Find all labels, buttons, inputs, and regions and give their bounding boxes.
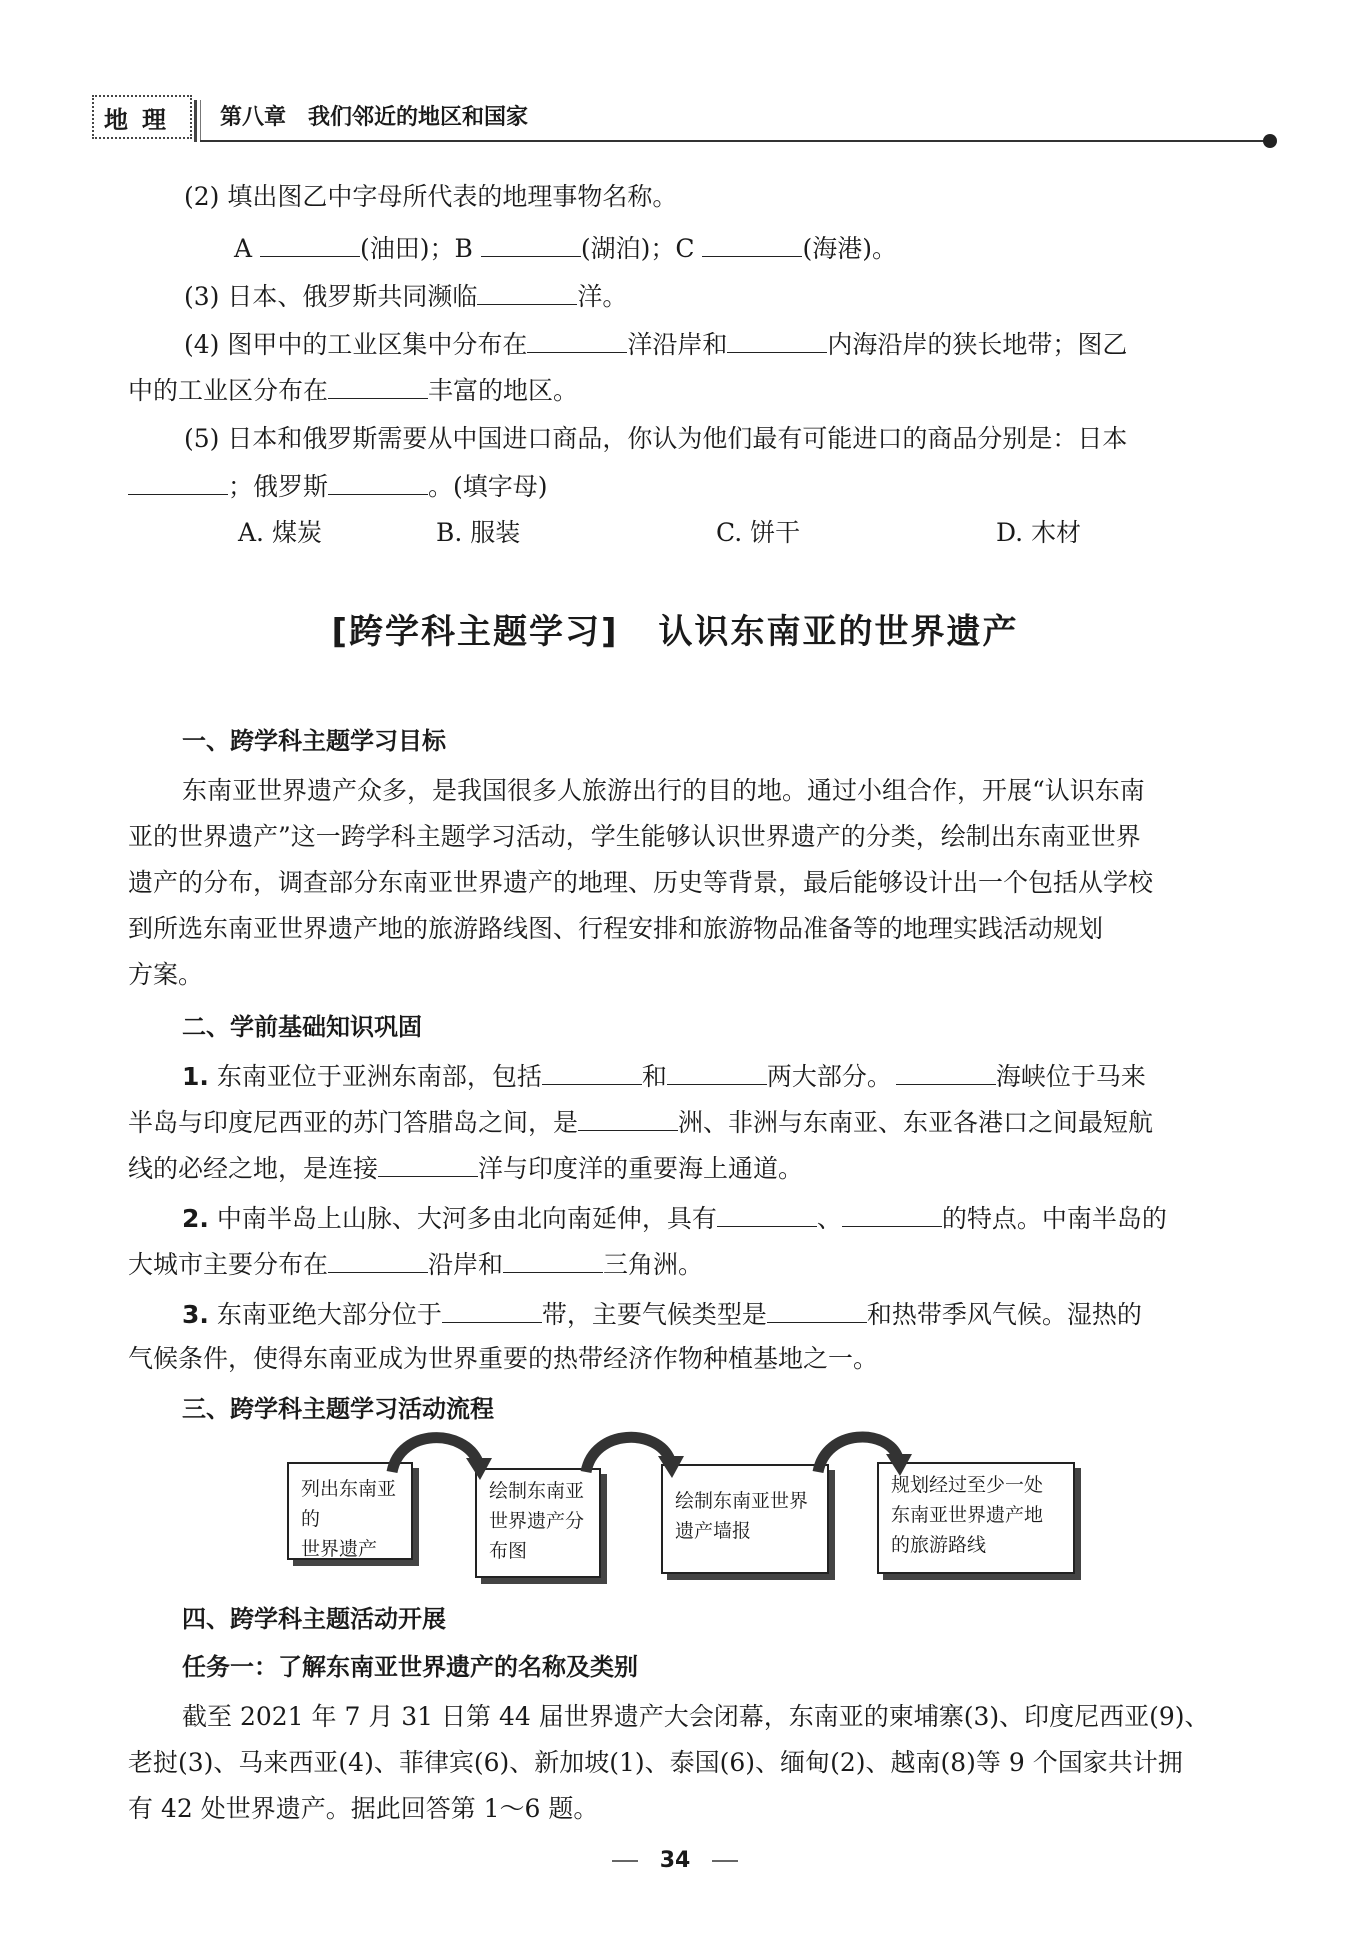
question-number: 2. bbox=[182, 1204, 209, 1233]
q4-text-end: 内海沿岸的狭长地带；图乙 bbox=[827, 330, 1128, 359]
flow-step-text: 遗产墙报 bbox=[675, 1520, 752, 1542]
flow-step-text: 列出东南亚的 bbox=[301, 1478, 397, 1530]
s2q1-text: 半岛与印度尼西亚的苏门答腊岛之间，是 bbox=[128, 1108, 579, 1137]
subject-char: 理 bbox=[142, 105, 180, 134]
option-d: D. 木材 bbox=[996, 518, 1082, 547]
page-number-text: 34 bbox=[659, 1848, 691, 1873]
section-4-line: 老挝(3)、马来西亚(4)、菲律宾(6)、新加坡(1)、泰国(6)、缅甸(2)、越南(8)等 9 个国家共计拥 bbox=[128, 1748, 1183, 1777]
question-5: (5) 日本和俄罗斯需要从中国进口商品，你认为他们最有可能进口的商品分别是：日本 bbox=[184, 424, 1128, 453]
question-number: 1. bbox=[182, 1062, 209, 1091]
s2-question-3-line2: 气候条件，使得东南亚成为世界重要的热带经济作物种植基地之一。 bbox=[128, 1344, 879, 1373]
s2q2-text: 三角洲。 bbox=[603, 1250, 704, 1279]
s2q2-text: 、 bbox=[816, 1204, 842, 1233]
chapter-title: 第八章 我们邻近的地区和国家 bbox=[220, 105, 529, 130]
q5-russia-label: ；俄罗斯 bbox=[228, 472, 329, 501]
section-3-heading: 三、跨学科主题学习活动流程 bbox=[182, 1395, 494, 1423]
subject-char: 地 bbox=[104, 105, 142, 134]
section-4-line: 有 42 处世界遗产。据此回答第 1～6 题。 bbox=[128, 1794, 599, 1823]
question-2: (2) 填出图乙中字母所代表的地理事物名称。 bbox=[184, 182, 678, 211]
q4-line2-text: 中的工业区分布在 bbox=[128, 376, 329, 405]
task-1-heading: 任务一：了解东南亚世界遗产的名称及类别 bbox=[182, 1653, 638, 1681]
q4-text-mid: 洋沿岸和 bbox=[627, 330, 728, 359]
s2q1-text: 两大部分。 bbox=[766, 1062, 892, 1091]
q4-line2-end: 丰富的地区。 bbox=[428, 376, 579, 405]
flow-arrow-icon bbox=[818, 1437, 912, 1476]
flow-arrow-icon bbox=[392, 1438, 492, 1480]
section-1-line: 到所选东南亚世界遗产地的旅游路线图、行程安排和旅游物品准备等的地理实践活动规划 bbox=[128, 914, 1104, 943]
flow-step-text: 世界遗产分 bbox=[489, 1510, 585, 1532]
option-a: A. 煤炭 bbox=[238, 518, 322, 547]
section-4-line: 截至 2021 年 7 月 31 日第 44 届世界遗产大会闭幕，东南亚的柬埔寨(3)、印度尼西亚(9)、 bbox=[182, 1702, 1210, 1731]
section-1-line: 遗产的分布，调查部分东南亚世界遗产的地理、历史等背景，最后能够设计出一个包括从学校 bbox=[128, 868, 1154, 897]
section-2-heading: 二、学前基础知识巩固 bbox=[182, 1013, 422, 1041]
s2q1-text: 海峡位于马来 bbox=[995, 1062, 1146, 1091]
q5-text-end: 。(填字母) bbox=[428, 472, 548, 501]
s2q1-text: 东南亚位于亚洲东南部，包括 bbox=[216, 1062, 542, 1091]
hint-c: (海港)。 bbox=[802, 234, 897, 263]
hint-a: (油田)；B bbox=[360, 234, 473, 263]
s2q1-text: 洋与印度洋的重要海上通道。 bbox=[478, 1154, 804, 1183]
q4-text: (4) 图甲中的工业区集中分布在 bbox=[184, 330, 528, 359]
flow-step-text: 布图 bbox=[489, 1540, 528, 1562]
s2q2-text: 沿岸和 bbox=[428, 1250, 504, 1279]
s2q2-text: 中南半岛上山脉、大河多由北向南延伸，具有 bbox=[216, 1204, 717, 1233]
label-a: A bbox=[234, 234, 253, 263]
s2q1-text: 洲、非洲与东南亚、东亚各港口之间最短航 bbox=[678, 1108, 1154, 1137]
s2q3-text: 东南亚绝大部分位于 bbox=[216, 1300, 442, 1329]
title-main: 认识东南亚的世界遗产 bbox=[658, 612, 1019, 652]
s2q1-text: 和 bbox=[641, 1062, 667, 1091]
section-1-line: 东南亚世界遗产众多，是我国很多人旅游出行的目的地。通过小组合作，开展“认识东南 bbox=[182, 776, 1145, 805]
page-number bbox=[0, 1848, 1350, 1873]
flow-step-text: 的旅游路线 bbox=[891, 1534, 987, 1556]
section-1-heading: 一、跨学科主题学习目标 bbox=[182, 727, 446, 755]
question-number: 3. bbox=[182, 1300, 209, 1329]
flow-step-text: 绘制东南亚世界 bbox=[675, 1490, 809, 1512]
flow-step-text: 东南亚世界遗产地 bbox=[891, 1504, 1044, 1526]
s2q3-text: 和热带季风气候。湿热的 bbox=[866, 1300, 1142, 1329]
option-b: B. 服装 bbox=[436, 518, 521, 547]
section-1-line: 方案。 bbox=[128, 960, 204, 989]
q3-text-end: 洋。 bbox=[577, 282, 628, 311]
option-c: C. 饼干 bbox=[716, 518, 801, 547]
title-bracket: [跨学科主题学习] bbox=[331, 612, 619, 652]
hint-b: (湖泊)；C bbox=[580, 234, 695, 263]
flow-arrow-icon bbox=[586, 1437, 684, 1478]
flow-step-text: 世界遗产 bbox=[301, 1538, 378, 1560]
flow-step-text: 规划经过至少一处 bbox=[891, 1474, 1044, 1496]
s2q2-text: 大城市主要分布在 bbox=[128, 1250, 329, 1279]
section-1-line: 亚的世界遗产”这一跨学科主题学习活动，学生能够认识世界遗产的分类，绘制出东南亚世界 bbox=[128, 822, 1141, 851]
q3-text: (3) 日本、俄罗斯共同濒临 bbox=[184, 282, 478, 311]
flow-step-text: 绘制东南亚 bbox=[489, 1480, 585, 1502]
s2q2-text: 的特点。中南半岛的 bbox=[941, 1204, 1167, 1233]
section-4-heading: 四、跨学科主题活动开展 bbox=[182, 1605, 446, 1633]
s2q1-text: 线的必经之地，是连接 bbox=[128, 1154, 379, 1183]
s2q3-text: 带，主要气候类型是 bbox=[541, 1300, 767, 1329]
